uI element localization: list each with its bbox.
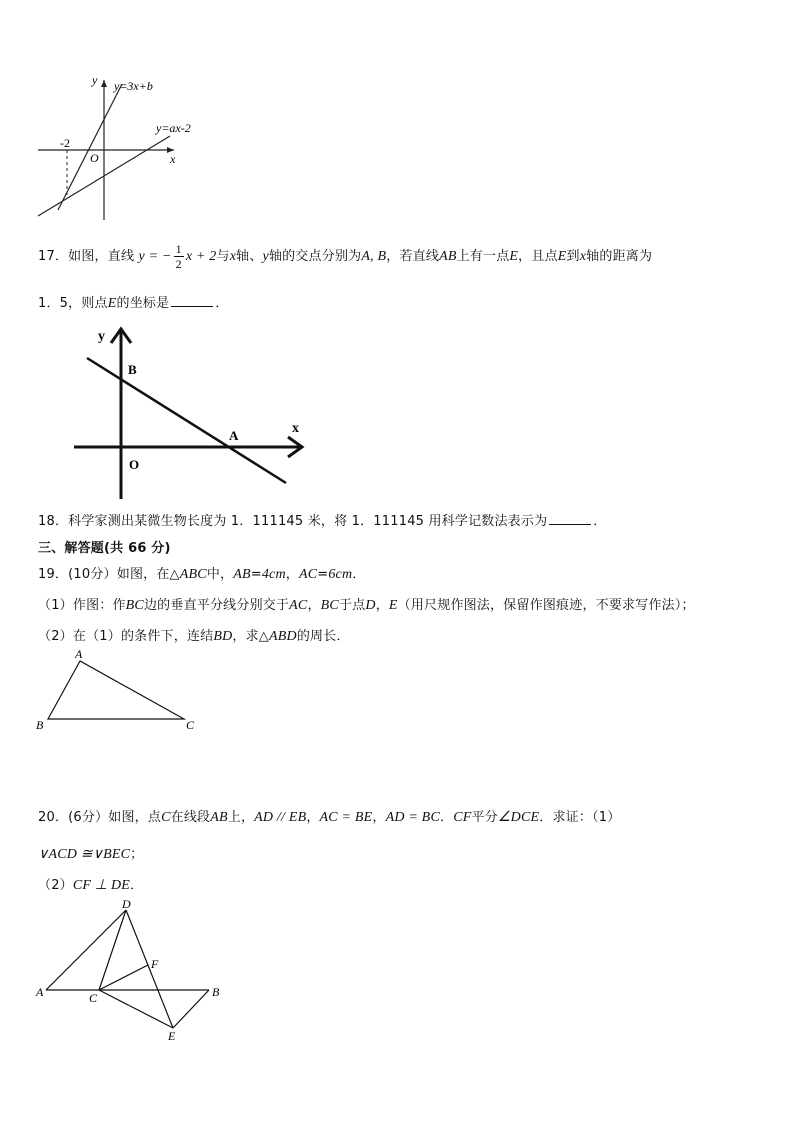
y-label: y	[98, 329, 105, 344]
x-label: x	[292, 421, 299, 436]
line2-label: y=ax-2	[156, 121, 191, 135]
point-d-label: D	[122, 897, 131, 911]
segment-de	[126, 910, 173, 1028]
fraction: $\frac{1}{2}$	[175, 242, 182, 271]
tick-label: -2	[60, 136, 70, 150]
question-18: 18．科学家测出某微生物长度为 1．111145 米，将 1．111145 用科学记数法表示为 ．	[38, 514, 607, 529]
equation: y = −	[138, 249, 172, 264]
point-e-label: E	[168, 1029, 176, 1043]
answer-blank[interactable]	[171, 295, 213, 307]
point-c-label: C	[89, 991, 98, 1005]
point-f-label: F	[151, 957, 159, 971]
answer-blank[interactable]	[549, 513, 591, 525]
y-axis-label: y	[92, 73, 98, 87]
y-axis-arrow-icon	[101, 80, 107, 87]
question-19-line-3: （2）在（1）的条件下，连结BD，求△ABD的周长．	[38, 629, 350, 644]
question-20-line-2: ∨ACD ≅∨BEC；	[38, 847, 144, 862]
origin-label: O	[129, 457, 140, 472]
line-ab	[87, 358, 286, 483]
figure-q17	[70, 325, 310, 503]
question-20-line-1: 20．(6分）如图，点C在线段AB上，AD // EB，AC = BE，AD = BC．CF平分∠DCE．求证：（1）	[38, 810, 621, 825]
point-b-label: B	[36, 718, 44, 732]
segment-ce	[99, 990, 173, 1028]
point-b-label: B	[128, 362, 137, 377]
triangle-abc	[48, 661, 184, 719]
origin-label: O	[90, 151, 99, 165]
section-title: 三、解答题(共 66 分)	[38, 541, 171, 556]
figure-q20	[34, 896, 234, 1044]
segment-ad	[46, 910, 126, 990]
question-19-line-1: 19．(10分）如图，在△ABC中，AB=4cm，AC=6cm．	[38, 567, 366, 582]
x-axis-label: x	[170, 152, 176, 166]
segment-eb	[173, 990, 209, 1028]
point-b-label: B	[212, 985, 220, 999]
point-a-label: A	[229, 428, 239, 443]
point-a-label: A	[36, 985, 44, 999]
point-c-label: C	[186, 718, 195, 732]
line1-label: y=3x+b	[114, 79, 153, 93]
figure-q19	[32, 645, 202, 737]
question-17-line-1: 17．如图，直线 y = − $\frac{1}{2}$ x + 2与x轴、y轴的交点分别为A, B，若直线AB上有一点E，且点E到x轴的距离为	[38, 242, 653, 271]
point-a-label: A	[75, 647, 83, 661]
figure-q16	[36, 70, 206, 225]
question-17-line-2: 1．5，则点E的坐标是 ．	[38, 296, 229, 311]
question-19-line-2: （1）作图：作BC边的垂直平分线分别交于AC，BC于点D，E（用尺规作图法，保留作图痕迹，不要求写作法）；	[38, 598, 695, 613]
question-20-line-3: （2）CF ⊥ DE．	[38, 878, 144, 893]
